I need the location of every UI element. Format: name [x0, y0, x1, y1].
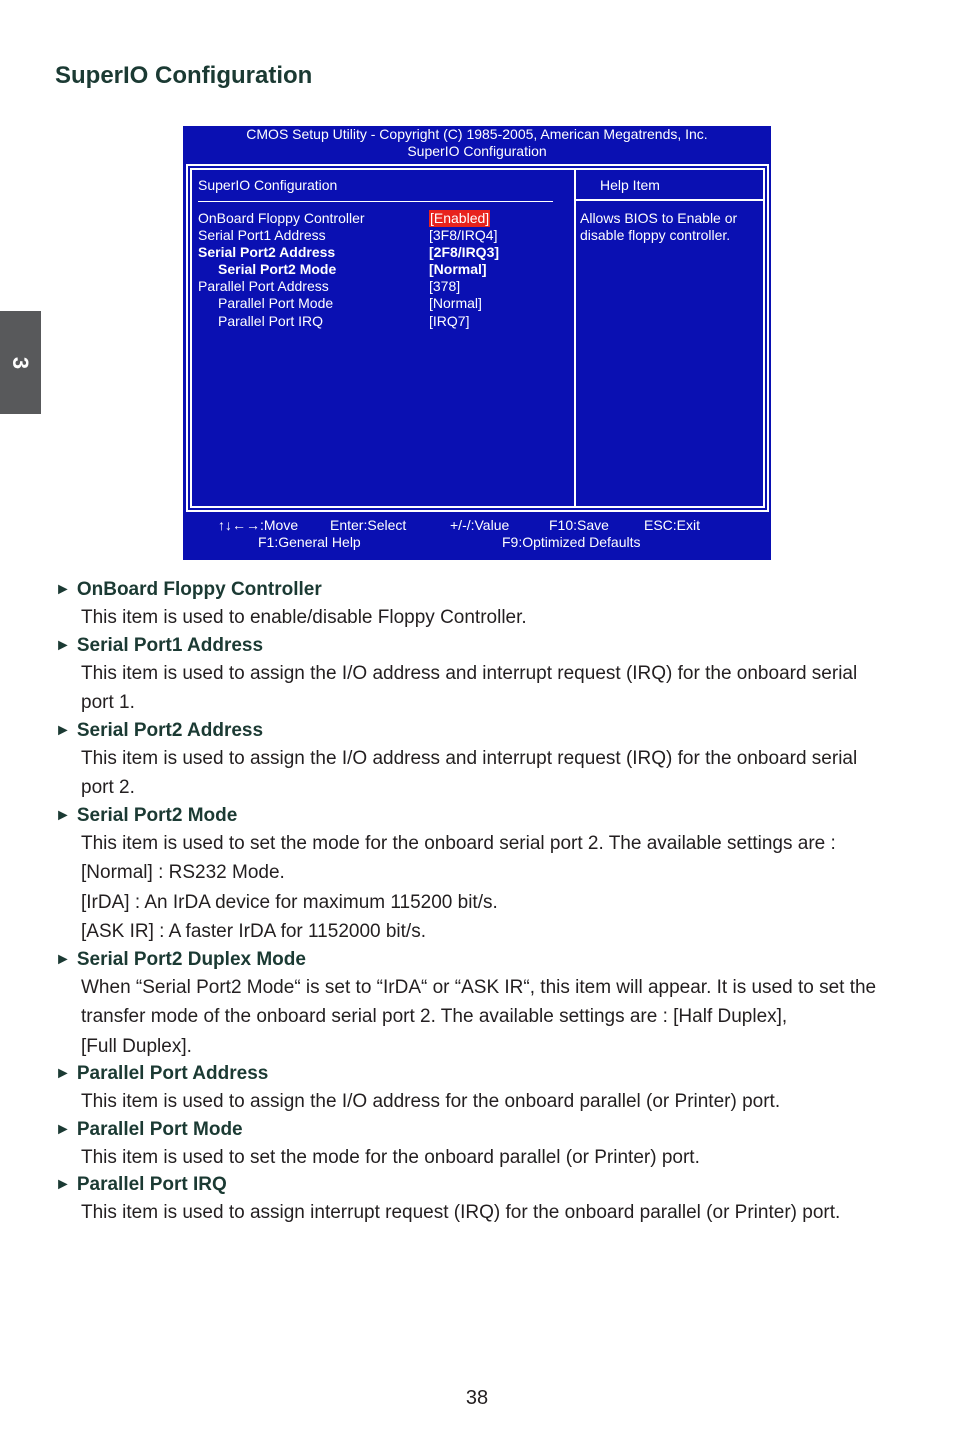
- bios-item-value[interactable]: [Normal]: [429, 295, 482, 311]
- bios-header: [183, 126, 771, 160]
- item-heading: [55, 1172, 915, 1198]
- description-line: This item is used to set the mode for the onboard serial port 2. The available settings are :: [81, 832, 836, 854]
- item-serial-port2-duplex-mode: [55, 947, 915, 1062]
- item-heading: [55, 947, 915, 973]
- item-title: Serial Port1 Address: [76, 634, 264, 656]
- bios-key-enter: Enter:Select: [330, 517, 407, 533]
- description-line: [Full Duplex].: [81, 1035, 192, 1057]
- bios-item-label: Serial Port2 Address: [198, 244, 336, 260]
- item-onboard-floppy-controller: [55, 577, 915, 633]
- item-heading: [55, 1117, 915, 1143]
- bios-copyright: CMOS Setup Utility - Copyright (C) 1985-2005, American Megatrends, Inc.: [246, 126, 708, 142]
- description-line: This item is used to enable/disable Floppy Controller.: [81, 607, 527, 628]
- item-description: [81, 1143, 915, 1173]
- chapter-tab: [0, 311, 41, 414]
- description-line: port 2.: [81, 777, 135, 798]
- page-number: 38: [465, 1387, 489, 1409]
- arrow-icon: ►: [55, 636, 71, 654]
- item-title: Parallel Port Mode: [76, 1118, 243, 1140]
- bios-help-title: Help Item: [600, 177, 660, 193]
- description-line: transfer mode of the onboard serial port 2. The available settings are : [Half Duplex],: [81, 1006, 788, 1027]
- item-title: Serial Port2 Mode: [76, 804, 238, 826]
- bios-help-text: Allows BIOS to Enable or disable floppy controller.: [580, 210, 738, 243]
- arrow-icon: ►: [55, 1120, 71, 1138]
- chapter-number: 3: [8, 356, 34, 369]
- bios-item-value[interactable]: [2F8/IRQ3]: [429, 244, 500, 260]
- item-description: [81, 659, 915, 718]
- item-heading: [55, 1061, 915, 1087]
- bios-item-label: Parallel Port IRQ: [218, 313, 324, 329]
- bios-column-divider: [574, 170, 576, 506]
- bios-footer-keys: [183, 517, 771, 534]
- description-line: This item is used to assign the I/O address and interrupt request (IRQ) for the onboard serial: [81, 747, 858, 769]
- item-title: OnBoard Floppy Controller: [76, 579, 322, 600]
- item-serial-port2-address: [55, 718, 915, 803]
- item-heading: [55, 803, 915, 829]
- description-line: [IrDA] : An IrDA device for maximum 115200 bit/s.: [81, 891, 498, 913]
- bios-title-rule: [198, 201, 553, 202]
- page-title: SuperIO Configuration: [55, 62, 313, 89]
- item-description: [81, 1087, 915, 1117]
- description-line: This item is used to assign the I/O address for the onboard parallel (or Printer) port.: [81, 1091, 781, 1112]
- item-title: Parallel Port Address: [76, 1063, 269, 1084]
- bios-section-title: SuperIO Configuration: [198, 177, 338, 193]
- bios-item-label: Parallel Port Address: [198, 278, 329, 294]
- arrow-icon: ►: [55, 1176, 71, 1193]
- bios-item-label: Serial Port1 Address: [198, 227, 326, 243]
- bios-item-label: OnBoard Floppy Controller: [198, 210, 365, 226]
- bios-key-save: F10:Save: [549, 517, 609, 533]
- description-line: [ASK IR] : A faster IrDA for 1152000 bit/s.: [81, 921, 426, 942]
- bios-item-value[interactable]: [378]: [429, 278, 461, 294]
- item-heading: [55, 577, 915, 603]
- item-description: [81, 829, 915, 947]
- bios-key-value: +/-/:Value: [450, 517, 510, 533]
- bios-key-help: F1:General Help: [258, 534, 361, 550]
- bios-key-exit: ESC:Exit: [644, 517, 701, 533]
- bios-screen-title: SuperIO Configuration: [407, 143, 547, 159]
- item-parallel-port-irq: [55, 1172, 915, 1228]
- item-parallel-port-address: [55, 1061, 915, 1117]
- bios-frame: [186, 164, 769, 512]
- description-line: This item is used to assign interrupt request (IRQ) for the onboard parallel (or Printer) port.: [81, 1202, 841, 1223]
- bios-item-label: Parallel Port Mode: [218, 295, 334, 311]
- item-description: [81, 973, 915, 1062]
- description-line: port 1.: [81, 692, 135, 713]
- item-description: [81, 1198, 915, 1228]
- item-title: Serial Port2 Duplex Mode: [76, 948, 306, 970]
- bios-item-label: Serial Port2 Mode: [218, 261, 337, 277]
- arrow-icon: ►: [55, 1065, 71, 1082]
- bios-item-value[interactable]: [3F8/IRQ4]: [429, 227, 498, 243]
- bios-key-defaults: F9:Optimized Defaults: [502, 534, 641, 550]
- bios-inner-frame: [190, 168, 765, 508]
- arrow-icon: ►: [55, 581, 71, 598]
- bios-key-move: ↑↓←→:Move: [218, 517, 299, 533]
- bios-item-value[interactable]: [Normal]: [429, 261, 487, 277]
- bios-help-rule: [576, 199, 763, 201]
- item-heading: [55, 633, 915, 659]
- item-description: [81, 744, 915, 803]
- arrow-icon: ►: [55, 806, 71, 824]
- item-description: [81, 603, 915, 633]
- item-heading: [55, 718, 915, 744]
- item-title: Parallel Port IRQ: [76, 1174, 227, 1195]
- item-descriptions: [55, 577, 915, 1228]
- arrow-icon: ►: [55, 721, 71, 739]
- bios-item-value[interactable]: [Enabled]: [430, 210, 490, 226]
- bios-footer-keys-2: [183, 534, 771, 551]
- description-line: This item is used to set the mode for the onboard parallel (or Printer) port.: [81, 1146, 700, 1168]
- arrow-icon: ►: [55, 950, 71, 968]
- description-line: When “Serial Port2 Mode“ is set to “IrDA“ or “ASK IR“, this item will appear. It is used to set the: [81, 976, 877, 998]
- item-serial-port1-address: [55, 633, 915, 718]
- item-title: Serial Port2 Address: [76, 719, 264, 741]
- description-line: [Normal] : RS232 Mode.: [81, 862, 285, 883]
- item-serial-port2-mode: [55, 803, 915, 947]
- bios-screenshot: [183, 126, 771, 560]
- bios-item-value[interactable]: [IRQ7]: [429, 313, 470, 329]
- item-parallel-port-mode: [55, 1117, 915, 1173]
- description-line: This item is used to assign the I/O address and interrupt request (IRQ) for the onboard serial: [81, 662, 858, 684]
